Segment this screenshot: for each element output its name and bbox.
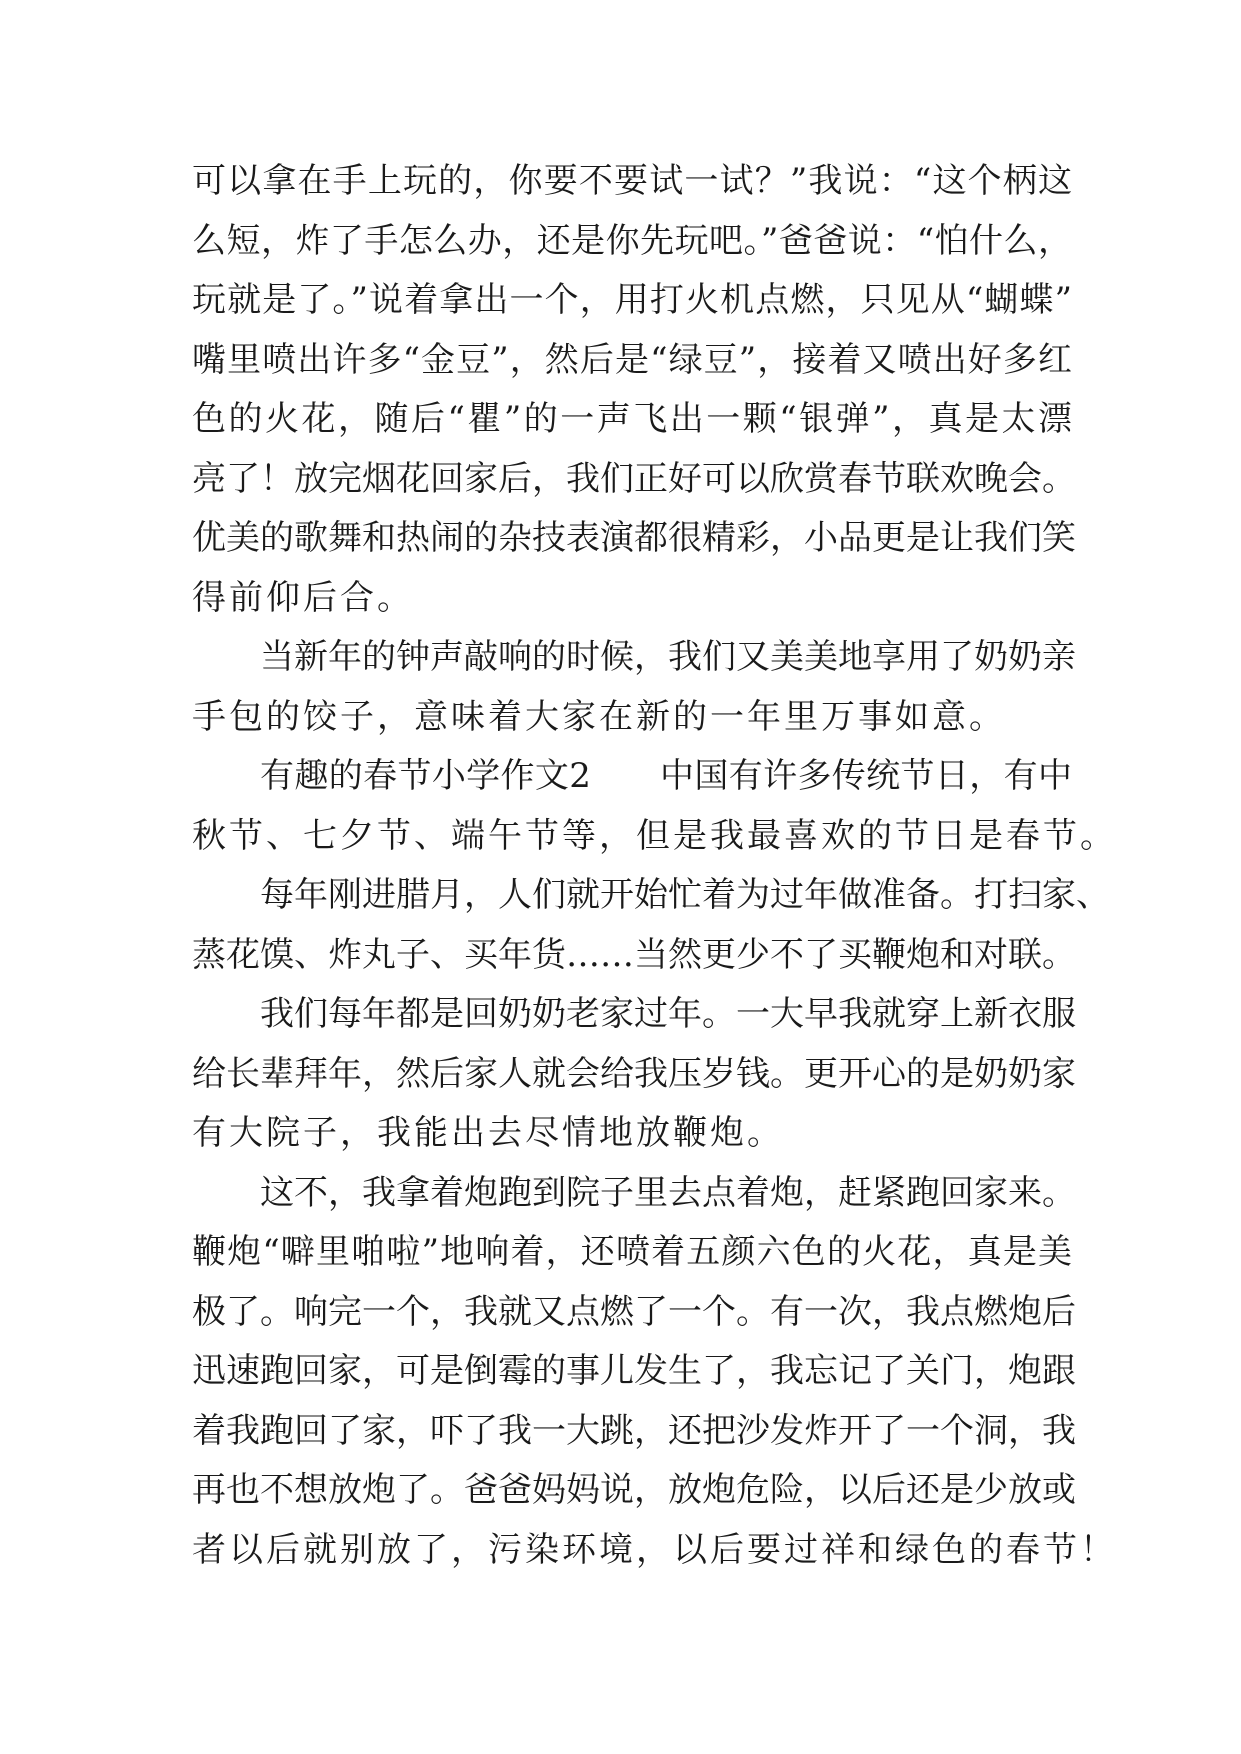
- text-line: 迅速跑回家，可是倒霉的事儿发生了，我忘记了关门，炮跟: [192, 1351, 1076, 1391]
- document-body: [192, 152, 1117, 1580]
- text-line: 有趣的春节小学作文2 中国有许多传统节日，有中: [260, 756, 1072, 796]
- text-line: 得前仰后合。: [192, 577, 414, 618]
- text-line: 着我跑回了家，吓了我一大跳，还把沙发炸开了一个洞，我: [192, 1410, 1076, 1451]
- text-line: 这不，我拿着炮跑到院子里去点着炮，赶紧跑回家来。: [260, 1172, 1076, 1213]
- text-line: 者以后就别放了，污染环境，以后要过祥和绿色的春节！: [192, 1529, 1117, 1570]
- text-line: 蒸花馍、炸丸子、买年货……当然更少不了买鞭炮和对联。: [192, 934, 1076, 975]
- text-line: 给长辈拜年，然后家人就会给我压岁钱。更开心的是奶奶家: [192, 1053, 1076, 1094]
- text-line: 手包的饺子，意味着大家在新的一年里万事如意。: [192, 696, 1006, 737]
- text-line: 当新年的钟声敲响的时候，我们又美美地享用了奶奶亲: [260, 637, 1076, 677]
- text-line: 可以拿在手上玩的，你要不要试一试？”我说：“这个柄这: [192, 161, 1072, 201]
- text-line: 亮了！放完烟花回家后，我们正好可以欣赏春节联欢晚会。: [192, 458, 1076, 499]
- text-line: 优美的歌舞和热闹的杂技表演都很精彩，小品更是让我们笑: [192, 518, 1076, 558]
- text-line: 极了。响完一个，我就又点燃了一个。有一次，我点燃炮后: [192, 1291, 1076, 1332]
- text-line: 么短，炸了手怎么办，还是你先玩吧。”爸爸说：“怕什么，: [192, 220, 1072, 261]
- text-line: 再也不想放炮了。爸爸妈妈说，放炮危险，以后还是少放或: [192, 1470, 1076, 1510]
- text-line: 玩就是了。”说着拿出一个，用打火机点燃，只见从“蝴蝶”: [192, 280, 1072, 320]
- text-line: 我们每年都是回奶奶老家过年。一大早我就穿上新衣服: [260, 994, 1076, 1034]
- text-line: 鞭炮“噼里啪啦”地响着，还喷着五颜六色的火花，真是美: [192, 1232, 1072, 1272]
- text-line: 有大院子，我能出去尽情地放鞭炮。: [192, 1113, 784, 1153]
- text-line: 色的火花，随后“瞿”的一声飞出一颗“银弹”，真是太漂: [192, 399, 1072, 439]
- text-line: 秋节、七夕节、端午节等，但是我最喜欢的节日是春节。: [192, 815, 1117, 856]
- text-line: 每年刚进腊月，人们就开始忙着为过年做准备。打扫家、: [260, 875, 1110, 915]
- text-line: 嘴里喷出许多“金豆”，然后是“绿豆”，接着又喷出好多红: [192, 339, 1072, 380]
